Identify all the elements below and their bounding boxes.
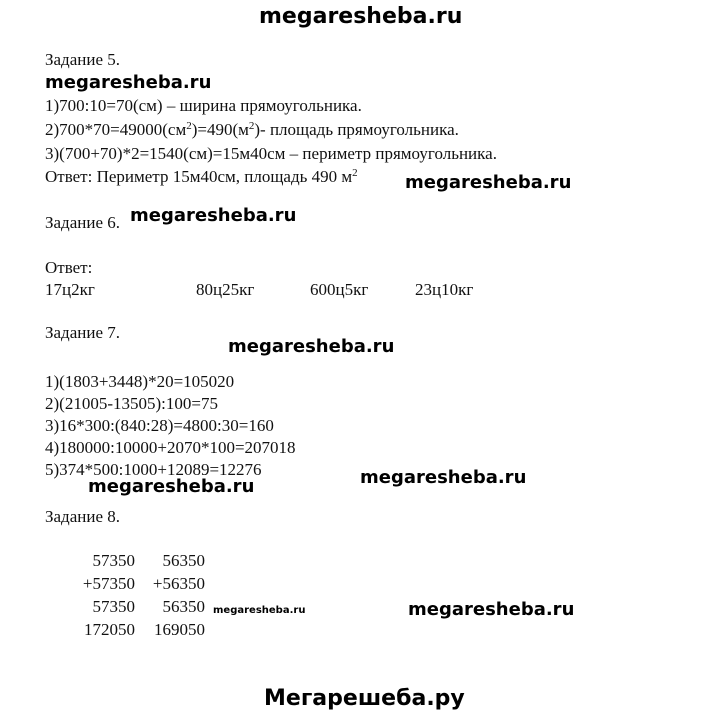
task5-line2-sup1: 2: [186, 120, 192, 132]
task8-col1-row3: 57350: [92, 597, 135, 616]
task8-col1-row1: 57350: [92, 551, 135, 570]
task8-col2-row1: 56350: [162, 551, 205, 570]
task7-line-4: 4)180000:10000+2070*100=207018: [45, 438, 296, 457]
task7-line-2: 2)(21005-13505):100=75: [45, 394, 218, 413]
task7-watermark-left: megaresheba.ru: [88, 476, 255, 497]
task7-title: Задание 7.: [45, 323, 120, 342]
task7-watermark: megaresheba.ru: [228, 336, 395, 357]
task5-line2-a: 2)700*70=49000(см: [45, 120, 187, 139]
task7-watermark-right: megaresheba.ru: [360, 467, 527, 488]
task8-col2: [140, 551, 205, 640]
task5-answer-text: Ответ: Периметр 15м40см, площадь 490 м: [45, 167, 353, 186]
task5-answer-sup: 2: [352, 167, 358, 179]
task5-line2-sup2: 2: [248, 120, 255, 132]
task5-line2: [45, 120, 459, 140]
task8-col2-row4: 169050: [154, 620, 205, 639]
task8-col1-row2: +57350: [82, 574, 135, 593]
task5-line1: 1)700:10=70(см) – ширина прямоугольника.: [45, 96, 362, 115]
task7-line-1: 1)(1803+3448)*20=105020: [45, 372, 235, 391]
task6-value-2: 80ц25кг: [196, 280, 255, 299]
task8-watermark-small: megaresheba.ru: [213, 605, 306, 616]
task5-title: Задание 5.: [45, 50, 120, 69]
task8-col2-row3: 56350: [162, 597, 205, 616]
task8-col1: [45, 551, 135, 640]
task5-watermark: megaresheba.ru: [45, 72, 212, 93]
task5-answer: [45, 167, 358, 187]
task6-watermark: megaresheba.ru: [130, 205, 297, 226]
task5-line2-c: )- площадь прямоугольника.: [254, 120, 459, 139]
task6-answer-label: Ответ:: [45, 258, 93, 277]
task7-line-5: 5)374*500:1000+12089=12276: [45, 460, 262, 479]
task8-title: Задание 8.: [45, 507, 120, 526]
task5-line2-b: )=490(м: [191, 120, 249, 139]
footer-watermark: Мегарешеба.ру: [264, 686, 465, 711]
task5-line3: 3)(700+70)*2=1540(см)=15м40см – периметр прямоугольника.: [45, 144, 497, 163]
task6-value-4: 23ц10кг: [415, 280, 474, 299]
task6-title: Задание 6.: [45, 213, 120, 232]
task5-answer-watermark: megaresheba.ru: [405, 172, 572, 193]
task7-line-3: 3)16*300:(840:28)=4800:30=160: [45, 416, 274, 435]
task6-value-3: 600ц5кг: [310, 280, 369, 299]
task8-col2-row2: +56350: [152, 574, 205, 593]
task8-col1-row4: 172050: [84, 620, 135, 639]
task8-watermark-right: megaresheba.ru: [408, 599, 575, 620]
task6-value-1: 17ц2кг: [45, 280, 95, 299]
header-watermark: megaresheba.ru: [259, 4, 463, 29]
